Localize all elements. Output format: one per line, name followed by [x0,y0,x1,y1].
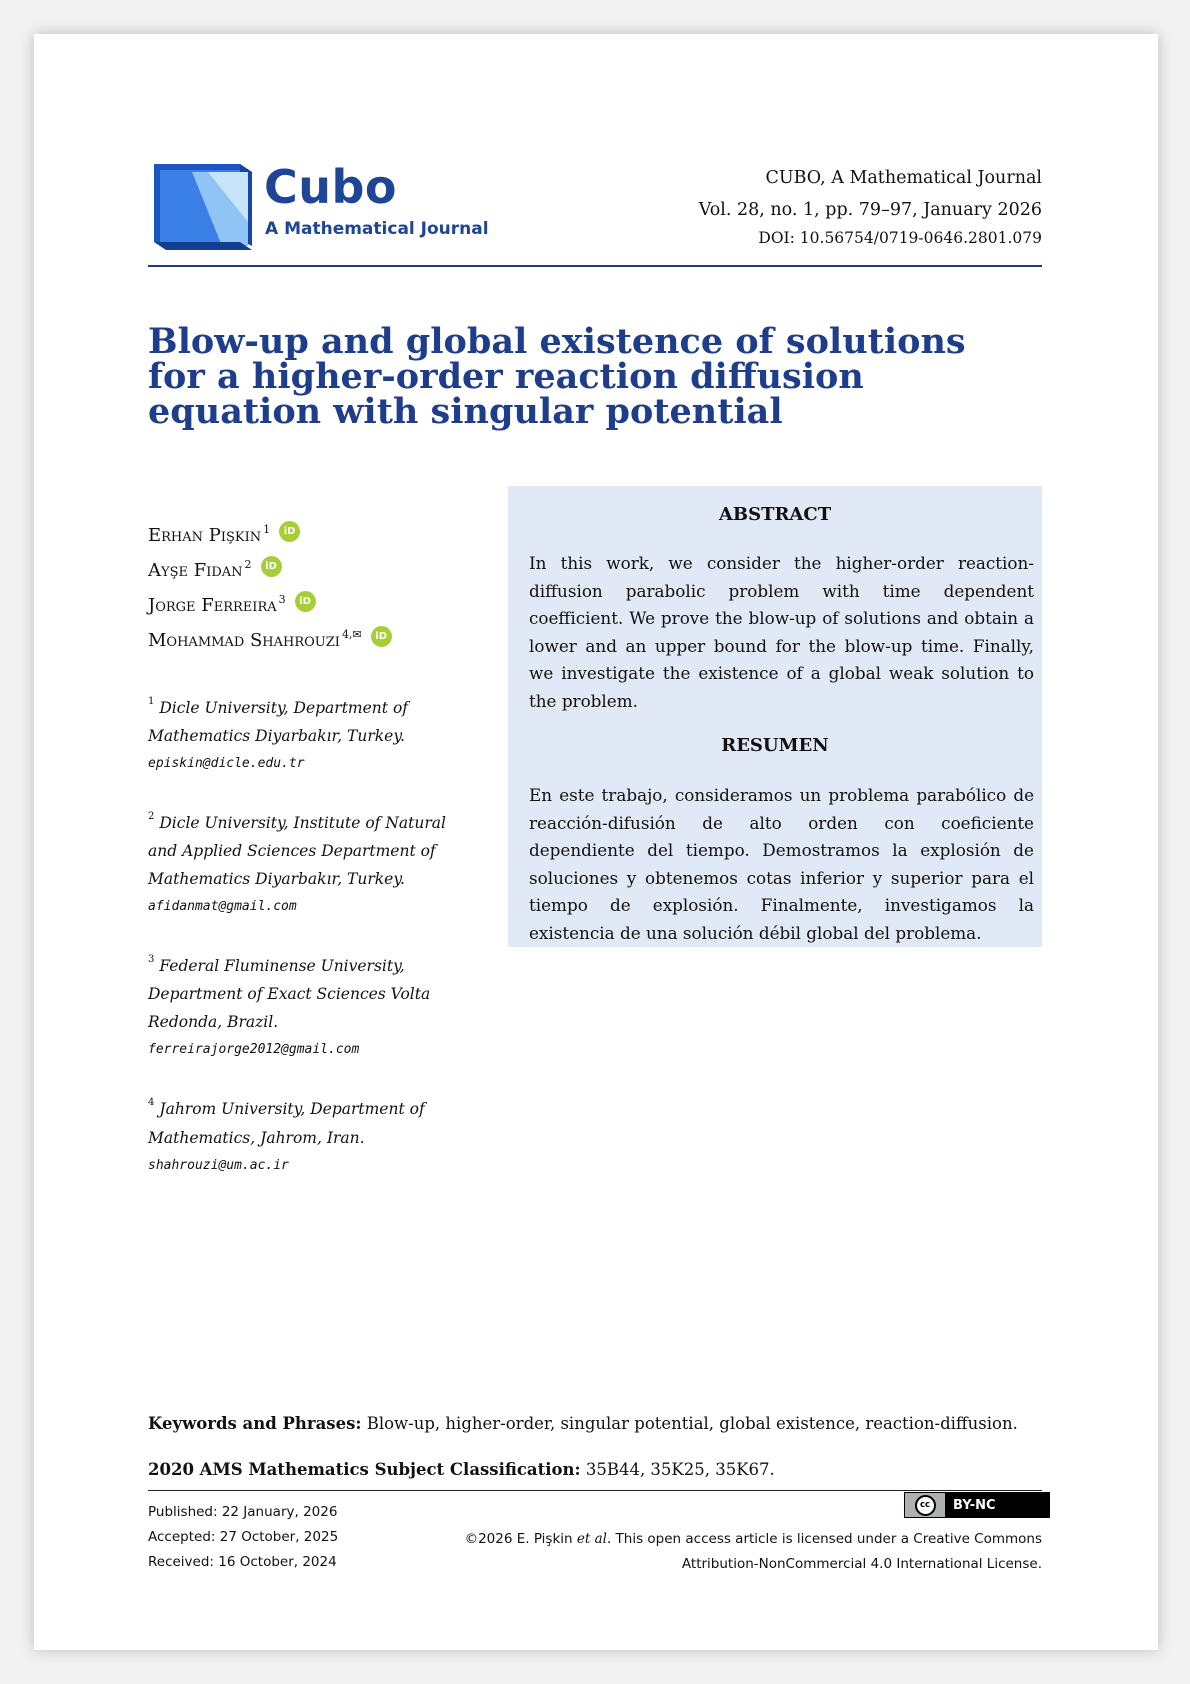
author [148,553,478,588]
footer-divider [148,1490,1042,1491]
orcid-icon[interactable]: iD [295,591,316,612]
affiliation-number: 4 [148,1097,155,1109]
license-notice [465,1527,1042,1577]
journal-logo [152,162,502,257]
author-name: Erhan Pişkin [148,525,262,546]
orcid-icon[interactable]: iD [371,626,392,647]
author [148,623,478,658]
resumen-heading: RESUMEN [721,735,829,756]
keywords-label: Keywords and Phrases: [148,1414,362,1433]
resumen-text: En este trabajo, consideramos un problema parabólico de reacción-difusión de alto orden con coeficiente dependiente del tiempo. Demostramos la explosión de soluciones y obtenemos cotas inferior y superior para el tiempo de explosión. Finalmente, investigamos la existencia de una solución débil global del problema. [529,785,1034,943]
msc-label: 2020 AMS Mathematics Subject Classification: [148,1460,581,1479]
orcid-icon[interactable]: iD [279,521,300,542]
header-divider [148,265,1042,267]
affiliation [148,691,468,778]
journal-volume: Vol. 28, no. 1, pp. 79–97, January 2026 [698,200,1042,220]
published-date: Published: 22 January, 2026 [148,1504,338,1520]
journal-name: CUBO, A Mathematical Journal [765,168,1042,188]
author-list [148,518,478,658]
affiliation [148,1092,468,1179]
cc-badge-left [905,1493,945,1517]
author-name: Jorge Ferreira [148,595,277,616]
publication-dates [148,1500,338,1575]
cc-icon: cc [915,1495,936,1516]
keywords [148,1414,1048,1433]
copyright-suffix: This open access article is licensed under a Creative Commons [611,1531,1042,1547]
license-line-2[interactable]: Attribution-NonCommercial 4.0 International License. [681,1556,1042,1572]
logo-subtitle: A Mathematical Journal [265,219,489,239]
email-link[interactable]: ferreirajorge2012@gmail.com [148,1042,360,1058]
affiliation-list [148,691,468,1208]
paper-page [34,34,1158,1650]
affiliation [148,949,468,1064]
logo-wordmark: Cubo [264,160,398,214]
copyright-prefix: ©2026 E. Pişkin [464,1531,577,1547]
affiliation-text: Dicle University, Institute of Natural and Applied Sciences Department of Mathematics Diyarbakır, Turkey. [148,814,446,889]
email-link[interactable]: afidanmat@gmail.com [148,899,297,915]
et-al: et al. [576,1531,612,1547]
author-name: Ayşe Fidan [148,560,243,581]
affiliation-number: 1 [148,696,155,707]
orcid-icon[interactable]: iD [261,556,282,577]
author-affil-ref: 1 [263,523,271,536]
paper-title: Blow-up and global existence of solutions for a higher-order reaction diffusion equation with singular potential [148,321,966,432]
cube-logo-icon [152,162,258,252]
abstract-box [508,486,1042,947]
author [148,588,478,623]
author-name: Mohammad Shahrouzi [148,630,340,651]
affiliation-number: 2 [148,811,155,823]
cc-badge-text: BY-NC [945,1493,1049,1517]
affiliation-number: 3 [148,954,155,966]
affiliation [148,806,468,921]
msc-classification [148,1460,775,1479]
license-line-1 [465,1527,1042,1552]
author [148,518,478,553]
journal-doi[interactable]: DOI: 10.56754/0719-0646.2801.079 [758,229,1042,247]
keywords-text: Blow-up, higher-order, singular potential, global existence, reaction-diffusion. [361,1414,1018,1433]
abstract-text: In this work, we consider the higher-order reaction-diffusion parabolic problem with time dependent coefficient. We prove the blow-up of solutions and obtain a lower and an upper bound for the blow-up time. Finally, we investigate the existence of a global weak solution to the problem. [529,553,1034,711]
journal-info [699,162,1042,250]
email-link[interactable]: episkin@dicle.edu.tr [148,756,305,772]
cc-license-badge[interactable] [904,1492,1050,1518]
affiliation-text: Dicle University, Department of Mathematics Diyarbakır, Turkey. [148,699,409,746]
abstract-heading: ABSTRACT [718,504,832,525]
email-link[interactable]: shahrouzi@um.ac.ir [148,1157,289,1173]
affiliation-text: Federal Fluminense University, Department of Exact Sciences Volta Redonda, Brazil. [148,957,431,1032]
author-affil-ref: 2 [244,558,252,571]
msc-text: 35B44, 35K25, 35K67. [580,1460,775,1479]
affiliation-text: Jahrom University, Department of Mathematics, Jahrom, Iran. [148,1100,425,1147]
accepted-date: Accepted: 27 October, 2025 [148,1529,339,1545]
received-date: Received: 16 October, 2024 [148,1554,337,1570]
author-affil-ref: 4,✉ [341,628,362,641]
author-affil-ref: 3 [278,593,286,606]
